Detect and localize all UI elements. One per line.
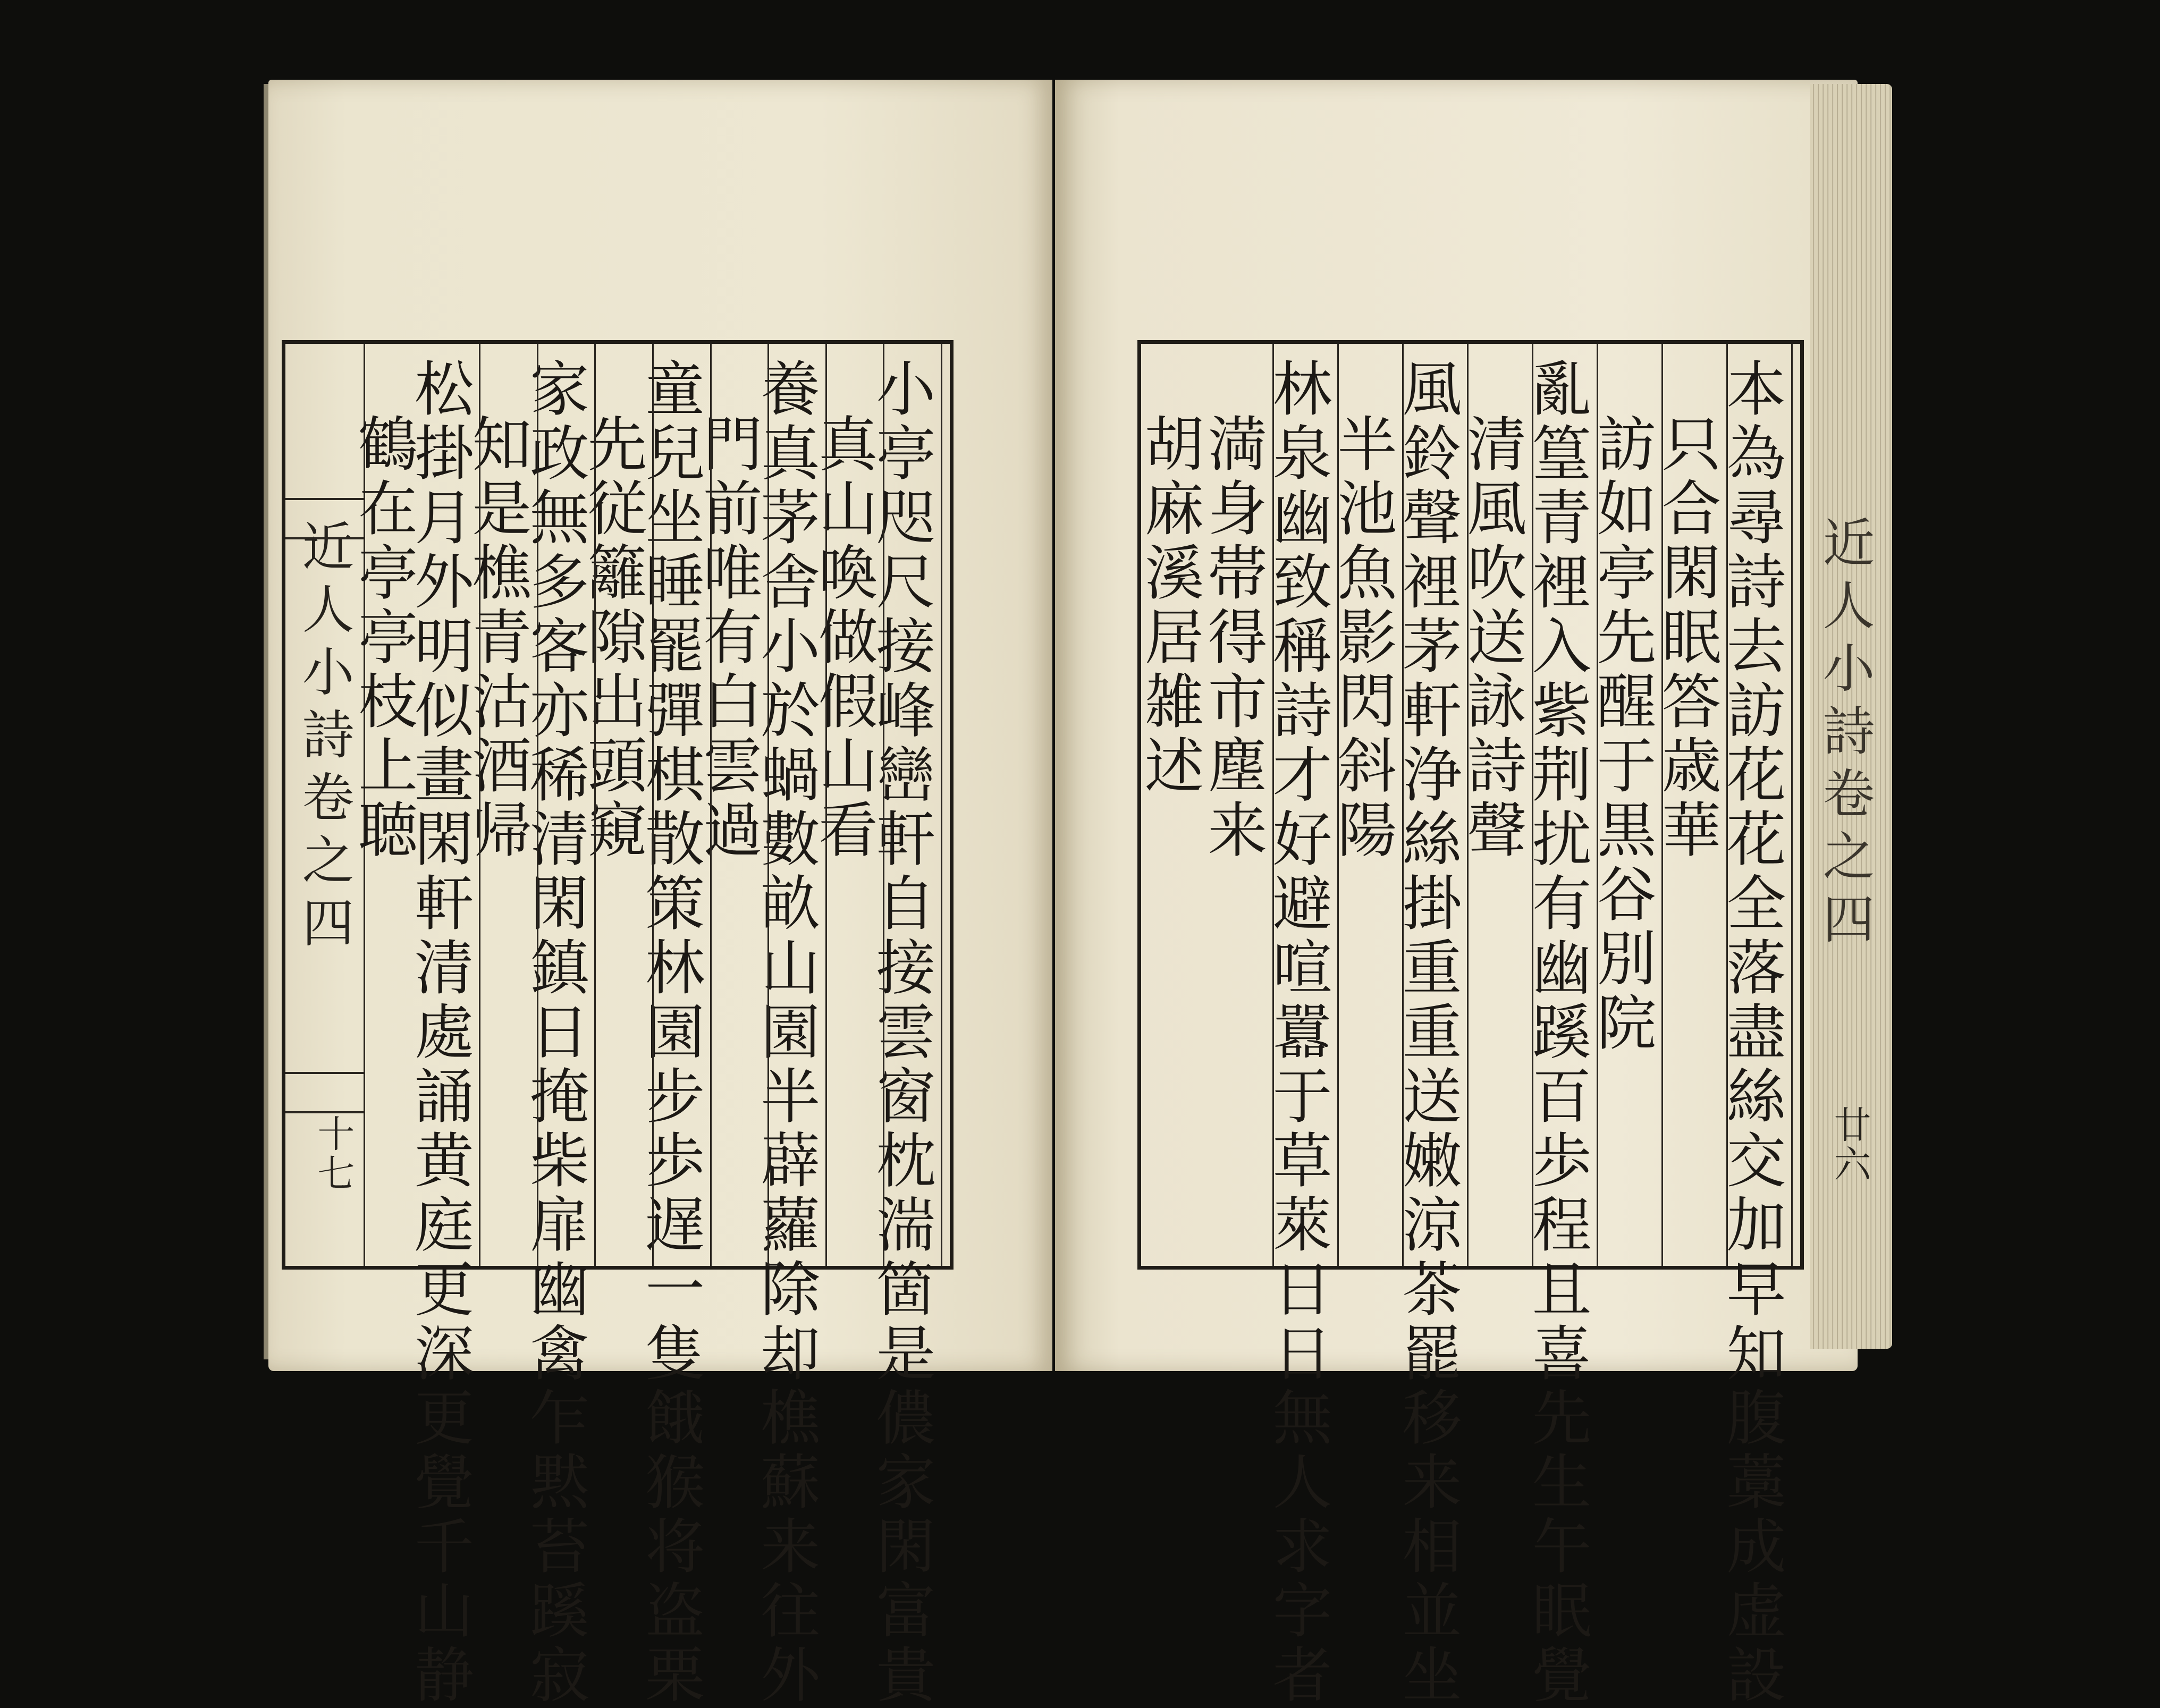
left-text-frame: [282, 340, 954, 1708]
right-column-10: 胡麻溪居雑述: [1135, 413, 1204, 799]
hanshin-title: 近人小詩卷之四: [293, 519, 354, 958]
right-column-3: 訪如亭先醒于黒谷別院: [1598, 344, 1663, 1266]
fishtail-mark-bottom: [285, 1072, 365, 1113]
right-column-5: 清風吹送詠詩聲: [1469, 344, 1533, 1266]
left-column-7: 家政無多客亦稀清閑鎮日掩柴扉幽禽乍黙苔蹊寂: [538, 344, 596, 1266]
left-column-4: 門前唯有白雲過: [712, 344, 770, 1266]
left-column-3: 養真茅舎小於蝸數畝山園半薜蘿除却樵蘇来往外: [769, 344, 827, 1266]
left-column-8: 知是樵青沽酒帰: [480, 344, 538, 1266]
left-column-6: 先従籬隙出頭窺: [596, 344, 654, 1266]
left-column-10: 鶴在亭亭枝上聴: [348, 413, 418, 863]
right-text-frame: [1135, 340, 1804, 1708]
right-column-1: 本為尋詩去訪花花全落盡絲交加早知腹藁成虚設: [1728, 344, 1793, 1266]
right-column-7: 半池魚影閃斜陽: [1339, 344, 1404, 1266]
left-column-1: 小亭咫尺接峰巒軒自接雲窗枕湍箇是儂家閑富貴: [884, 344, 942, 1266]
right-column-9: 満身帯得市塵来: [1209, 344, 1274, 1266]
left-column-2: 真山喚做假山看: [827, 344, 885, 1266]
right-column-4: 亂篁青裡入紫荆扰有幽蹊百歩程且喜先生午眠覺: [1533, 344, 1598, 1266]
right-column-2: 只合閑眠答歳華: [1663, 344, 1728, 1266]
right-page-number: 廿六: [1828, 1105, 1871, 1184]
right-column-8: 林泉幽致稱詩才好避喧囂于草萊日日無人求字者: [1274, 344, 1339, 1266]
left-column-5: 童兒坐睡罷彈棋散策林園步歩遅一隻餓猴将盗栗: [654, 344, 712, 1266]
left-page-number: 十七: [311, 1114, 355, 1193]
hanshin-edge-title: 近人小詩卷之四: [1814, 515, 1875, 954]
right-column-6: 風鈴聲裡茅軒浄絲掛重重送嫩涼茶罷移来相並坐: [1404, 344, 1469, 1266]
left-column-9: 松掛月外明似畫閑軒清處誦黄庭更深更覺千山静: [423, 344, 481, 1266]
